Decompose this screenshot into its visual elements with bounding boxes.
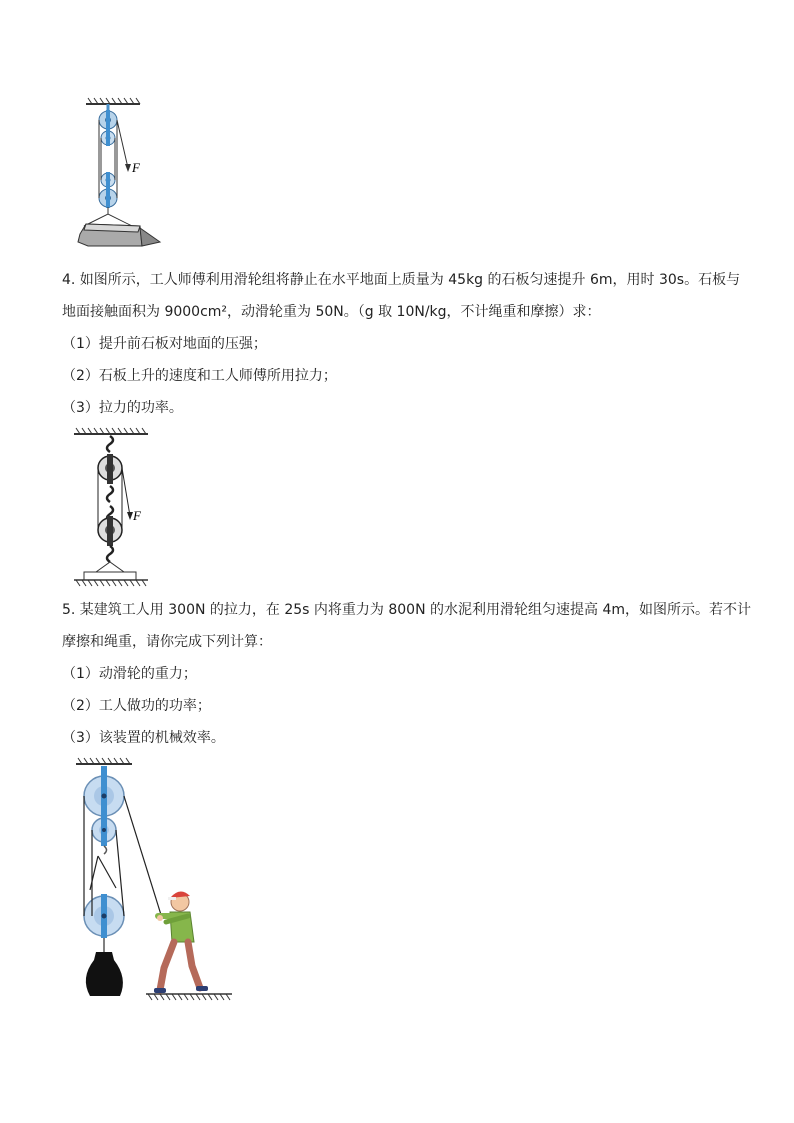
problem-4-question-2: （2）石板上升的速度和工人师傅所用拉力； bbox=[62, 368, 337, 384]
figure-3-worker-pulley bbox=[70, 756, 240, 1006]
problem-4-question-3: （3）拉力的功率。 bbox=[62, 400, 183, 416]
problem-4-line-2: 地面接触面积为 9000cm²，动滑轮重为 50N。（g 取 10N/kg，不计绳重和摩擦）求： bbox=[62, 304, 601, 320]
problem-5-question-2: （2）工人做功的功率； bbox=[62, 698, 211, 714]
figure-2-pulley-block bbox=[70, 426, 160, 588]
problem-5-question-3: （3）该装置的机械效率。 bbox=[62, 730, 225, 746]
problem-5-question-1: （1）动滑轮的重力； bbox=[62, 666, 197, 682]
force-label-f: F bbox=[133, 508, 141, 523]
problem-4-question-1: （1）提升前石板对地面的压强； bbox=[62, 336, 267, 352]
figure-1-pulley-stone bbox=[70, 96, 180, 256]
problem-5-line-1: 5. 某建筑工人用 300N 的拉力，在 25s 内将重力为 800N 的水泥利用滑轮组匀速提高 4m，如图所示。若不计 bbox=[62, 602, 751, 618]
problem-5-line-2: 摩擦和绳重，请你完成下列计算： bbox=[62, 634, 272, 650]
problem-4-line-1: 4. 如图所示，工人师傅利用滑轮组将静止在水平地面上质量为 45kg 的石板匀速提升 6m，用时 30s。石板与 bbox=[62, 272, 741, 288]
force-label-f: F bbox=[132, 160, 140, 175]
